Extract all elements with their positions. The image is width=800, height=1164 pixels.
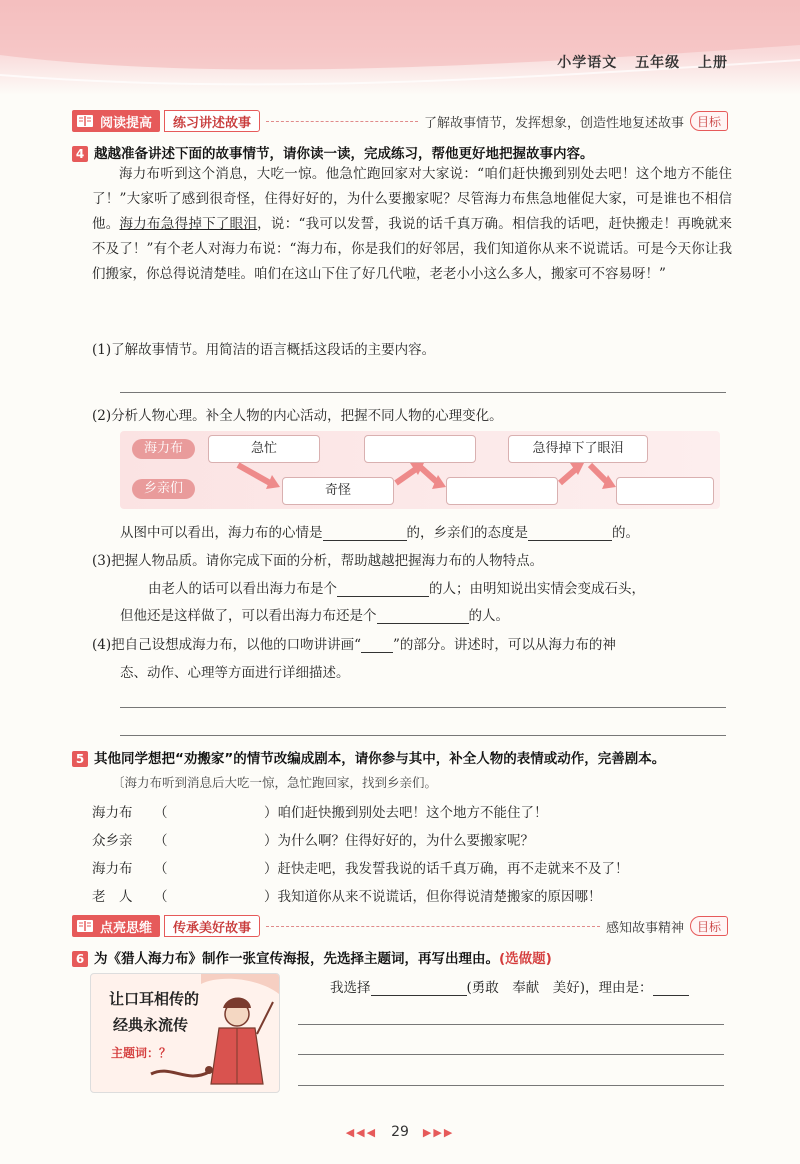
book-title <box>545 52 728 72</box>
section-tag-label: 点亮思维 <box>100 920 153 936</box>
section-tag <box>72 110 160 132</box>
script-row <box>92 885 602 905</box>
divider <box>266 121 418 122</box>
goal-tag: 目标 <box>690 111 728 131</box>
subject-label: 小学语文 <box>557 55 618 71</box>
diagram-box-3: 急得掉下了眼泪 <box>508 435 648 463</box>
left-arrows-icon: ◀◀◀ <box>345 1126 378 1139</box>
section-bar-thinking <box>72 915 728 937</box>
answer-line[interactable] <box>120 707 726 708</box>
question-number: 4 <box>72 146 88 162</box>
action-blank[interactable]: （ <box>154 833 168 849</box>
section-goal: 了解故事情节，发挥想象，创造性地复述故事 <box>423 115 684 131</box>
question-6 <box>72 947 732 967</box>
underline-sample <box>361 652 393 653</box>
open-book-icon <box>76 918 94 934</box>
diagram-box-4: 奇怪 <box>282 477 394 505</box>
action-blank[interactable]: （ <box>154 861 168 877</box>
section-tag <box>72 915 160 937</box>
question-prompt: 为《猎人海力布》制作一张宣传海报，先选择主题词，再写出理由。 <box>94 951 499 967</box>
character-name: 老 人 <box>92 889 133 905</box>
blank-trait-2[interactable] <box>377 623 469 624</box>
script-row <box>92 801 548 821</box>
sub3-line-2 <box>120 604 509 624</box>
header-band <box>0 0 800 95</box>
grade-label: 五年级 <box>635 55 681 71</box>
page-footer <box>0 1124 800 1140</box>
right-arrows-icon: ▶▶▶ <box>422 1126 455 1139</box>
story-passage <box>92 162 732 287</box>
script-row <box>92 857 629 877</box>
question-number: 5 <box>72 751 88 767</box>
answer-line[interactable] <box>120 392 726 393</box>
fill-text: 我选择 <box>330 980 371 996</box>
sub4-line-2: 态、动作、心理等方面进行详细描述。 <box>120 665 350 681</box>
blank-theme-word[interactable] <box>371 995 467 996</box>
label-villagers: 乡亲们 <box>132 479 195 499</box>
open-book-icon <box>76 113 94 129</box>
answer-line[interactable] <box>298 1054 724 1055</box>
poster-line-1: 让口耳相传的 <box>109 990 200 1008</box>
dialogue-line: ）赶快走吧，我发誓我说的话千真万确，再不走就来不及了！ <box>264 861 629 877</box>
optional-label: (选做题) <box>499 951 552 967</box>
section-subtitle: 传承美好故事 <box>164 915 260 937</box>
answer-line[interactable] <box>120 735 726 736</box>
section-tag-label: 阅读提高 <box>100 115 153 131</box>
page-number: 29 <box>391 1124 409 1140</box>
fill-text: 的人；由明知说出实情会变成石头， <box>429 581 645 597</box>
question-prompt: 越越准备讲述下面的故事情节，请你读一读，完成练习，帮他更好地把握故事内容。 <box>94 146 594 162</box>
fill-text: (勇敢 奉献 美好)，理由是： <box>466 980 653 996</box>
action-blank[interactable]: （ <box>154 805 168 821</box>
section-subtitle: 练习讲述故事 <box>164 110 260 132</box>
character-name: 海力布 <box>92 861 133 877</box>
question-prompt: 其他同学想把“劝搬家”的情节改编成剧本，请你参与其中，补全人物的表情或动作，完善剧本。 <box>94 751 666 767</box>
fill-text: 的。 <box>612 525 639 541</box>
question-5 <box>72 747 732 767</box>
fill-text: ”的部分。讲述时，可以从海力布的神 <box>393 637 616 653</box>
sub-question-4 <box>92 633 616 653</box>
section-bar-reading <box>72 110 728 132</box>
character-name: 海力布 <box>92 805 133 821</box>
answer-line[interactable] <box>298 1024 724 1025</box>
passage-text: ，说：“我可以发誓，我说的话千真万确。相信我的话吧，赶快搬走！再晚就来不及了！”有个老人对海力布说：“海力布，你是我们的好邻居，我们知道你从来不说谎话。可是今天你让我们搬家，你总得说清楚哇。咱们在这山下住了好几代啦，老老小小这么多人，搬家可不容易呀！” <box>92 216 733 282</box>
poster-illustration <box>90 973 280 1093</box>
sub2-fill-sentence <box>120 521 639 541</box>
blank-villagers-attitude[interactable] <box>528 540 612 541</box>
sub3-line-1 <box>148 577 645 597</box>
answer-line[interactable] <box>298 1085 724 1086</box>
poster-theme: 主题词：？ <box>111 1046 172 1060</box>
blank-trait-1[interactable] <box>337 596 429 597</box>
question-number: 6 <box>72 951 88 967</box>
sub-question-1: (1)了解故事情节。用简洁的语言概括这段话的主要内容。 <box>92 342 436 358</box>
section-goal: 感知故事精神 <box>605 920 684 936</box>
goal-tag: 目标 <box>690 916 728 936</box>
passage-text: 海力布听到这个消息，大吃一惊。他急忙跑回家对大家说：“咱们赶快搬到别处去吧！这个地方不能住了！”大家听了感到很奇怪，住得好好的，为什么要搬家呢？尽管海力布焦急地催促大家，可是谁也不相信他。 <box>92 166 732 232</box>
underlined-passage: 海力布急得掉下了眼泪 <box>119 216 258 232</box>
fill-text: 由老人的话可以看出海力布是个 <box>148 581 337 597</box>
stage-direction: 〔海力布听到消息后大吃一惊，急忙跑回家，找到乡亲们。 <box>112 775 438 790</box>
blank-reason-start[interactable] <box>653 995 689 996</box>
character-name: 众乡亲 <box>92 833 133 849</box>
dialogue-line: ）咱们赶快搬到别处去吧！这个地方不能住了！ <box>264 805 548 821</box>
divider <box>266 926 600 927</box>
header-wave-decoration <box>0 0 800 95</box>
fill-text: (4)把自己设想成海力布，以他的口吻讲讲画“ <box>92 637 362 653</box>
sub-question-2: (2)分析人物心理。补全人物的内心活动，把握不同人物的心理变化。 <box>92 408 503 424</box>
psychology-diagram <box>120 431 720 509</box>
poster-line-2: 经典永流传 <box>113 1016 189 1034</box>
question-4 <box>72 142 732 162</box>
choice-sentence <box>330 976 689 996</box>
dialogue-line: ）我知道你从来不说谎话，但你得说清楚搬家的原因哪！ <box>264 889 602 905</box>
volume-label: 上册 <box>698 55 728 71</box>
action-blank[interactable]: （ <box>154 889 168 905</box>
fill-text: 的人。 <box>468 608 509 624</box>
blank-hailibu-mood[interactable] <box>323 540 407 541</box>
arrow-icons <box>120 431 720 509</box>
diagram-box-1: 急忙 <box>208 435 320 463</box>
dialogue-line: ）为什么啊？住得好好的，为什么要搬家呢？ <box>264 833 534 849</box>
script-row <box>92 829 534 849</box>
fill-text: 从图中可以看出，海力布的心情是 <box>120 525 323 541</box>
fill-text: 但他还是这样做了，可以看出海力布还是个 <box>120 608 377 624</box>
label-hailibu: 海力布 <box>132 439 195 459</box>
fill-text: 的，乡亲们的态度是 <box>406 525 528 541</box>
sub-question-3: (3)把握人物品质。请你完成下面的分析，帮助越越把握海力布的人物特点。 <box>92 553 544 569</box>
